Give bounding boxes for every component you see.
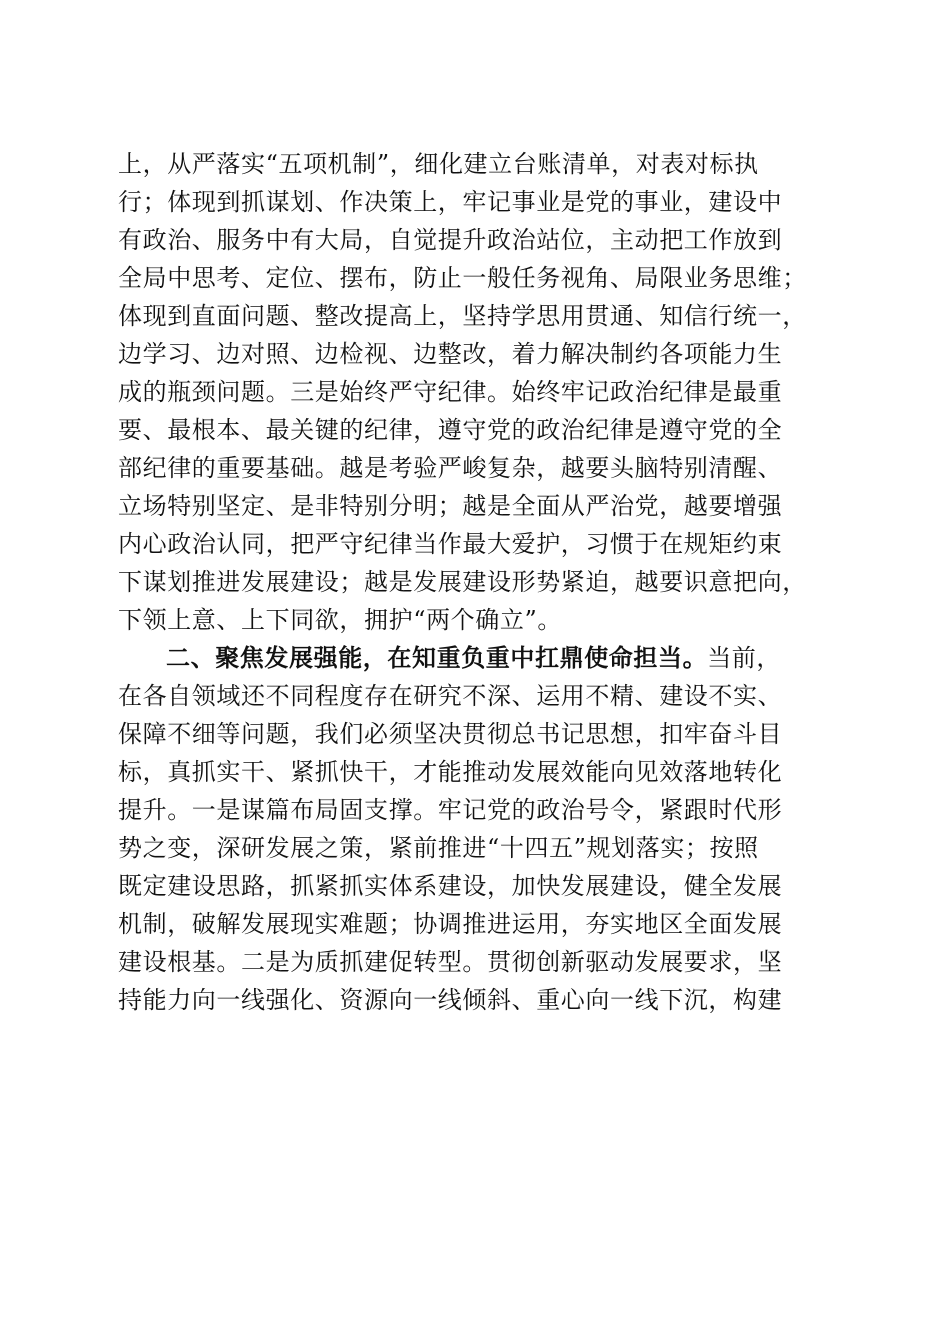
body-line: 既定建设思路，抓紧抓实体系建设，加快发展建设，健全发展 bbox=[118, 872, 783, 900]
body-line: 内心政治认同，把严守纪律当作最大爱护，习惯于在规矩约束 bbox=[118, 530, 783, 558]
body-line: 要、最根本、最关键的纪律，遵守党的政治纪律是遵守党的全 bbox=[118, 416, 783, 444]
body-line: 下领上意、上下同欲，拥护“两个确立”。 bbox=[118, 606, 562, 634]
body-line: 在各自领域还不同程度存在研究不深、运用不精、建设不实、 bbox=[118, 682, 783, 710]
body-line: 建设根基。二是为质抓建促转型。贯彻创新驱动发展要求，坚 bbox=[118, 948, 783, 976]
body-line: 标，真抓实干、紧抓快干，才能推动发展效能向见效落地转化 bbox=[118, 758, 783, 786]
body-line: 成的瓶颈问题。三是始终严守纪律。始终牢记政治纪律是最重 bbox=[118, 378, 783, 406]
body-line: 持能力向一线强化、资源向一线倾斜、重心向一线下沉，构建 bbox=[118, 986, 783, 1014]
body-line: 体现到直面问题、整改提高上，坚持学思用贯通、知信行统一， bbox=[118, 302, 807, 330]
body-line: 提升。一是谋篇布局固支撑。牢记党的政治号令，紧跟时代形 bbox=[118, 796, 783, 824]
body-line: 有政治、服务中有大局，自觉提升政治站位，主动把工作放到 bbox=[118, 226, 783, 254]
section-heading-tail: 当前， bbox=[707, 644, 782, 672]
body-line: 机制，破解发展现实难题；协调推进运用，夯实地区全面发展 bbox=[118, 910, 783, 938]
body-line: 部纪律的重要基础。越是考验严峻复杂，越要头脑特别清醒、 bbox=[118, 454, 783, 482]
body-line: 势之变，深研发展之策，紧前推进“十四五”规划落实；按照 bbox=[118, 834, 759, 862]
body-line: 行；体现到抓谋划、作决策上，牢记事业是党的事业，建设中 bbox=[118, 188, 783, 216]
body-line: 全局中思考、定位、摆布，防止一般任务视角、局限业务思维； bbox=[118, 264, 807, 292]
body-line: 下谋划推进发展建设；越是发展建设形势紧迫，越要识意把向， bbox=[118, 568, 807, 596]
body-line: 边学习、边对照、边检视、边整改，着力解决制约各项能力生 bbox=[118, 340, 783, 368]
body-line: 上，从严落实“五项机制”，细化建立台账清单，对表对标执 bbox=[118, 150, 759, 178]
section-heading: 二、聚焦发展强能，在知重负重中扛鼎使命担当。 bbox=[166, 643, 708, 672]
section-heading-line bbox=[166, 642, 832, 674]
body-line: 立场特别坚定、是非特别分明；越是全面从严治党，越要增强 bbox=[118, 492, 783, 520]
body-line: 保障不细等问题，我们必须坚决贯彻总书记思想，扣牢奋斗目 bbox=[118, 720, 783, 748]
